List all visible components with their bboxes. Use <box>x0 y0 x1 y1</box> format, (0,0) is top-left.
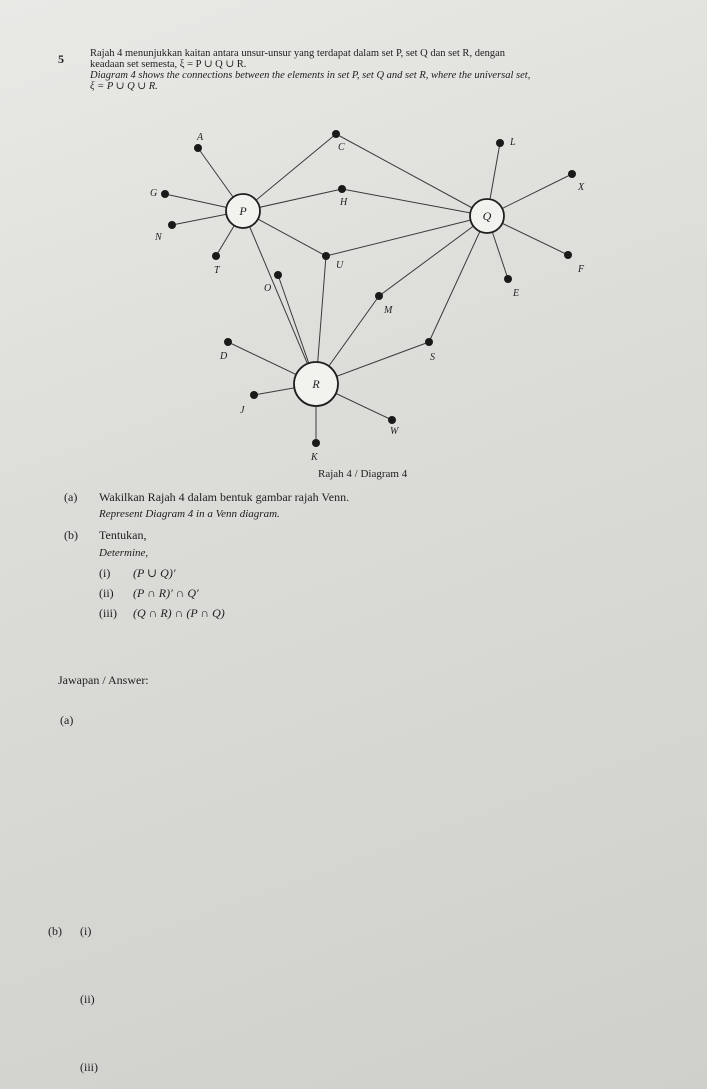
element-label-k: K <box>311 452 318 463</box>
element-label-a: A <box>197 132 204 143</box>
element-label-t: T <box>214 265 220 276</box>
edge-q-m <box>379 216 487 296</box>
intro-english-line-2: ξ = P ∪ Q ∪ R. <box>90 81 158 92</box>
element-label-o: O <box>264 283 272 294</box>
element-dot-s <box>425 338 433 346</box>
intro-malay-line-2: keadaan set semesta, ξ = P ∪ Q ∪ R. <box>90 59 247 70</box>
diagram-set-hubs <box>226 194 504 406</box>
edge-p-r <box>243 211 316 384</box>
element-label-e: E <box>513 288 520 299</box>
question-number: 5 <box>58 52 64 66</box>
element-label-j: J <box>240 405 245 416</box>
element-dot-h <box>338 185 346 193</box>
element-label-l: L <box>510 137 516 148</box>
element-dot-m <box>375 292 383 300</box>
part-b-label: (b) <box>64 528 78 542</box>
element-dot-a <box>194 144 202 152</box>
edge-q-s <box>429 216 487 342</box>
element-dot-o <box>274 271 282 279</box>
answer-b-ii-label: (ii) <box>80 992 95 1006</box>
network-diagram <box>0 0 707 470</box>
part-a-english: Represent Diagram 4 in a Venn diagram. <box>99 508 280 520</box>
element-label-g: G <box>150 188 158 199</box>
answer-a-label: (a) <box>60 713 74 727</box>
edge-q-u <box>326 216 487 256</box>
part-a-malay: Wakilkan Rajah 4 dalam bentuk gambar rajah Venn. <box>99 490 350 504</box>
element-dot-x <box>568 170 576 178</box>
edge-p-c <box>243 134 336 211</box>
part-b-malay: Tentukan, <box>99 528 147 542</box>
element-label-s: S <box>430 352 435 363</box>
element-dot-k <box>312 439 320 447</box>
element-label-h: H <box>340 197 348 208</box>
part-b-i-label: (i) <box>99 566 111 580</box>
set-label-p: P <box>239 204 247 218</box>
part-a-label: (a) <box>64 490 78 504</box>
element-dot-w <box>388 416 396 424</box>
diagram-labels <box>150 132 585 463</box>
element-dot-j <box>250 391 258 399</box>
part-b-iii-label: (iii) <box>99 606 117 620</box>
element-label-w: W <box>390 426 399 437</box>
diagram-caption: Rajah 4 / Diagram 4 <box>318 468 408 480</box>
element-dot-c <box>332 130 340 138</box>
element-label-n: N <box>155 232 162 243</box>
edge-q-c <box>336 134 487 216</box>
part-b-ii-label: (ii) <box>99 586 114 600</box>
edge-q-h <box>342 189 487 216</box>
element-label-m: M <box>384 305 393 316</box>
element-label-f: F <box>578 264 585 275</box>
element-label-x: X <box>578 182 585 193</box>
part-b-iii-expression: (Q ∩ R) ∩ (P ∩ Q) <box>133 606 225 620</box>
element-dot-d <box>224 338 232 346</box>
answer-b-i-label: (i) <box>80 924 92 938</box>
element-dot-f <box>564 251 572 259</box>
part-b-english: Determine, <box>99 547 149 559</box>
answer-b-iii-label: (iii) <box>80 1060 98 1074</box>
intro-english-line-1: Diagram 4 shows the connections between the elements in set P, set Q and set R, where the universal set, <box>90 70 531 81</box>
element-label-c: C <box>338 142 345 153</box>
element-dot-g <box>161 190 169 198</box>
part-b-ii-expression: (P ∩ R)' ∩ Q' <box>133 586 199 600</box>
set-label-q: Q <box>482 209 492 223</box>
answer-b-label: (b) <box>48 924 62 938</box>
element-dot-u <box>322 252 330 260</box>
intro-malay-line-1: Rajah 4 menunjukkan kaitan antara unsur-unsur yang terdapat dalam set P, set Q dan set R, dengan <box>90 48 506 59</box>
element-label-d: D <box>220 351 228 362</box>
part-b-i-expression: (P ∪ Q)' <box>133 566 176 580</box>
element-dot-l <box>496 139 504 147</box>
element-dot-e <box>504 275 512 283</box>
element-label-u: U <box>336 260 344 271</box>
answer-heading: Jawapan / Answer: <box>58 673 149 687</box>
element-dot-n <box>168 221 176 229</box>
diagram-edges <box>165 134 572 443</box>
element-dot-t <box>212 252 220 260</box>
set-label-r: R <box>312 377 320 391</box>
